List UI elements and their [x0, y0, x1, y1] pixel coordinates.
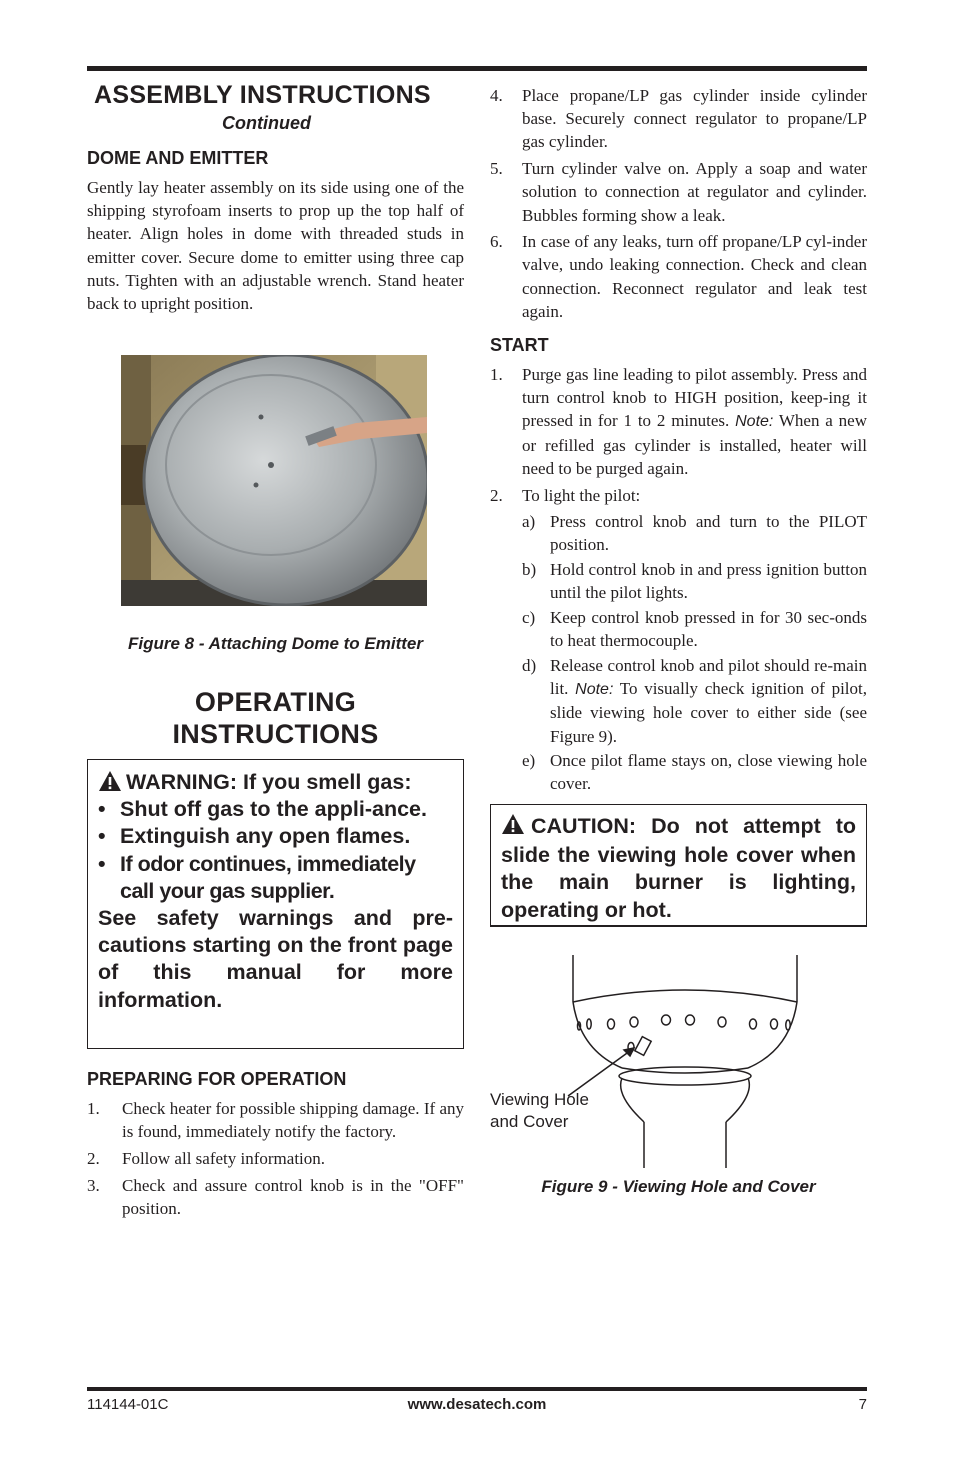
viewing-hole-label	[490, 1089, 589, 1133]
sub-list-text: Hold control knob in and press ignition button until the pilot lights.	[550, 560, 867, 603]
preparing-list	[87, 1097, 464, 1224]
continued-list	[490, 84, 867, 327]
dome-paragraph: Gently lay heater assembly on its side using one of the shipping styrofoam inserts to prop up the top half of heater. Align holes in dome with threaded studs in emitter cover. Secure dome to emitter using three cap nuts. Tighten with an adjustable wrench. Stand heater back to upright position.	[87, 178, 464, 314]
warning-bullet-text: Shut off gas to the appli-ance.	[120, 797, 427, 822]
sub-list-item	[490, 558, 867, 604]
figure-9-diagram	[560, 950, 810, 1170]
dome-heading: DOME AND EMITTER	[87, 148, 269, 168]
operating-title	[87, 686, 464, 750]
list-number: 1.	[87, 1099, 100, 1118]
list-item	[87, 1147, 464, 1170]
list-text: Turn cylinder valve on. Apply a soap and water solution to connection at regulator and cylinder. Bubbles forming show a leak.	[522, 159, 867, 225]
list-item	[490, 484, 867, 507]
warning-bullet-text: Extinguish any open flames.	[120, 824, 411, 849]
list-item	[490, 157, 867, 227]
page-number: 7	[858, 1396, 867, 1413]
operating-title-line1: OPERATING	[194, 687, 357, 717]
doc-number: 114144-01C	[87, 1396, 169, 1413]
viewing-hole-label-line1: Viewing Hole	[490, 1090, 589, 1109]
note-label: Note:	[575, 681, 614, 699]
list-text: Purge gas line leading to pilot assembly. Press and turn control knob to HIGH position, keep-ing it pressed in for 1 to 2 minutes.	[522, 365, 867, 431]
list-number: 4.	[490, 86, 503, 105]
viewing-hole-label-line2: and Cover	[490, 1112, 569, 1131]
operating-title-line2: INSTRUCTIONS	[172, 719, 379, 749]
list-number: 6.	[490, 232, 503, 252]
list-item	[490, 230, 867, 323]
caution-box	[490, 804, 867, 927]
list-text: When a new or refilled gas cylinder is installed, heater will need to be purged again.	[522, 411, 867, 478]
warning-bullet: • Extinguish any open flames.	[98, 824, 411, 849]
continued-label: Continued	[222, 113, 311, 133]
preparing-heading: PREPARING FOR OPERATION	[87, 1069, 347, 1089]
sub-list-text: Release control knob and pilot should re-main lit.	[550, 655, 867, 699]
list-item	[87, 1097, 464, 1143]
list-item	[490, 363, 867, 480]
list-number: 5.	[490, 159, 503, 179]
section-title: ASSEMBLY INSTRUCTIONS	[94, 81, 431, 109]
caution-triangle-icon	[501, 813, 531, 842]
top-rule	[87, 66, 867, 71]
bottom-rule	[87, 1387, 867, 1391]
caution-text: CAUTION: Do not attempt to slide the viewing hole cover when the main burner is lighting, operating or hot.	[501, 814, 856, 922]
list-text: To light the pilot:	[522, 485, 641, 505]
list-item	[490, 84, 867, 154]
list-text: Place propane/LP gas cylinder inside cylinder base. Securely connect regulator to propane/LP gas cylinder.	[522, 86, 867, 152]
warning-box	[87, 759, 464, 1049]
warning-title-row	[98, 769, 453, 796]
figure-8-caption: Figure 8 - Attaching Dome to Emitter	[127, 634, 423, 653]
sub-list-letter: b)	[522, 560, 537, 580]
sub-list-letter: d)	[522, 655, 537, 675]
warning-footer: See safety warnings and pre-cautions starting on the front page of this manual for more information.	[98, 906, 453, 1012]
sub-list-item	[490, 510, 867, 556]
list-number: 1.	[490, 365, 503, 384]
list-text: Check heater for possible shipping damage. If any is found, immediately notify the factory.	[122, 1099, 464, 1142]
warning-bullet: • If odor continues, immediately call your gas supplier.	[98, 851, 416, 903]
caution-text-row	[501, 813, 856, 924]
sub-list-text: Once pilot flame stays on, close viewing hole cover.	[550, 751, 867, 794]
list-number: 2.	[87, 1148, 100, 1168]
list-number: 2.	[490, 485, 503, 505]
sub-list-letter: c)	[522, 608, 536, 628]
list-text: Check and assure control knob is in the "OFF" position.	[122, 1175, 464, 1218]
list-text: Follow all safety information.	[122, 1148, 326, 1168]
list-number: 3.	[87, 1175, 100, 1195]
start-list	[490, 363, 867, 797]
sub-list-text: Press control knob and turn to the PILOT position.	[550, 512, 867, 555]
warning-title: WARNING: If you smell gas:	[126, 770, 412, 794]
sub-list-text: To visually check ignition of pilot, slide viewing hole cover to either side (see Figure 9).	[550, 679, 867, 746]
start-heading: START	[490, 335, 549, 355]
sub-list-letter: a)	[522, 512, 536, 532]
sub-list-item	[490, 606, 867, 652]
warning-bullet: • Shut off gas to the appli-ance.	[98, 797, 427, 822]
list-text: In case of any leaks, turn off propane/LP cyl-inder valve, undo leaking connection. Check and clean connection. Reconnect regulator and leak test again.	[522, 232, 867, 321]
sub-list-text: Keep control knob pressed in for 30 sec-onds to heat thermocouple.	[550, 608, 867, 651]
figure-9-caption: Figure 9 - Viewing Hole and Cover	[541, 1177, 816, 1196]
website-link[interactable]: www.desatech.com	[407, 1396, 547, 1413]
figure-8-photo	[121, 355, 427, 606]
warning-triangle-icon	[98, 770, 122, 799]
note-label: Note:	[735, 413, 774, 431]
sub-list-letter: e)	[522, 751, 536, 771]
sub-list-item	[490, 749, 867, 795]
list-item	[87, 1174, 464, 1220]
sub-list-item	[490, 654, 867, 748]
warning-bullet-text: If odor continues, immediately call your gas supplier.	[120, 851, 416, 903]
